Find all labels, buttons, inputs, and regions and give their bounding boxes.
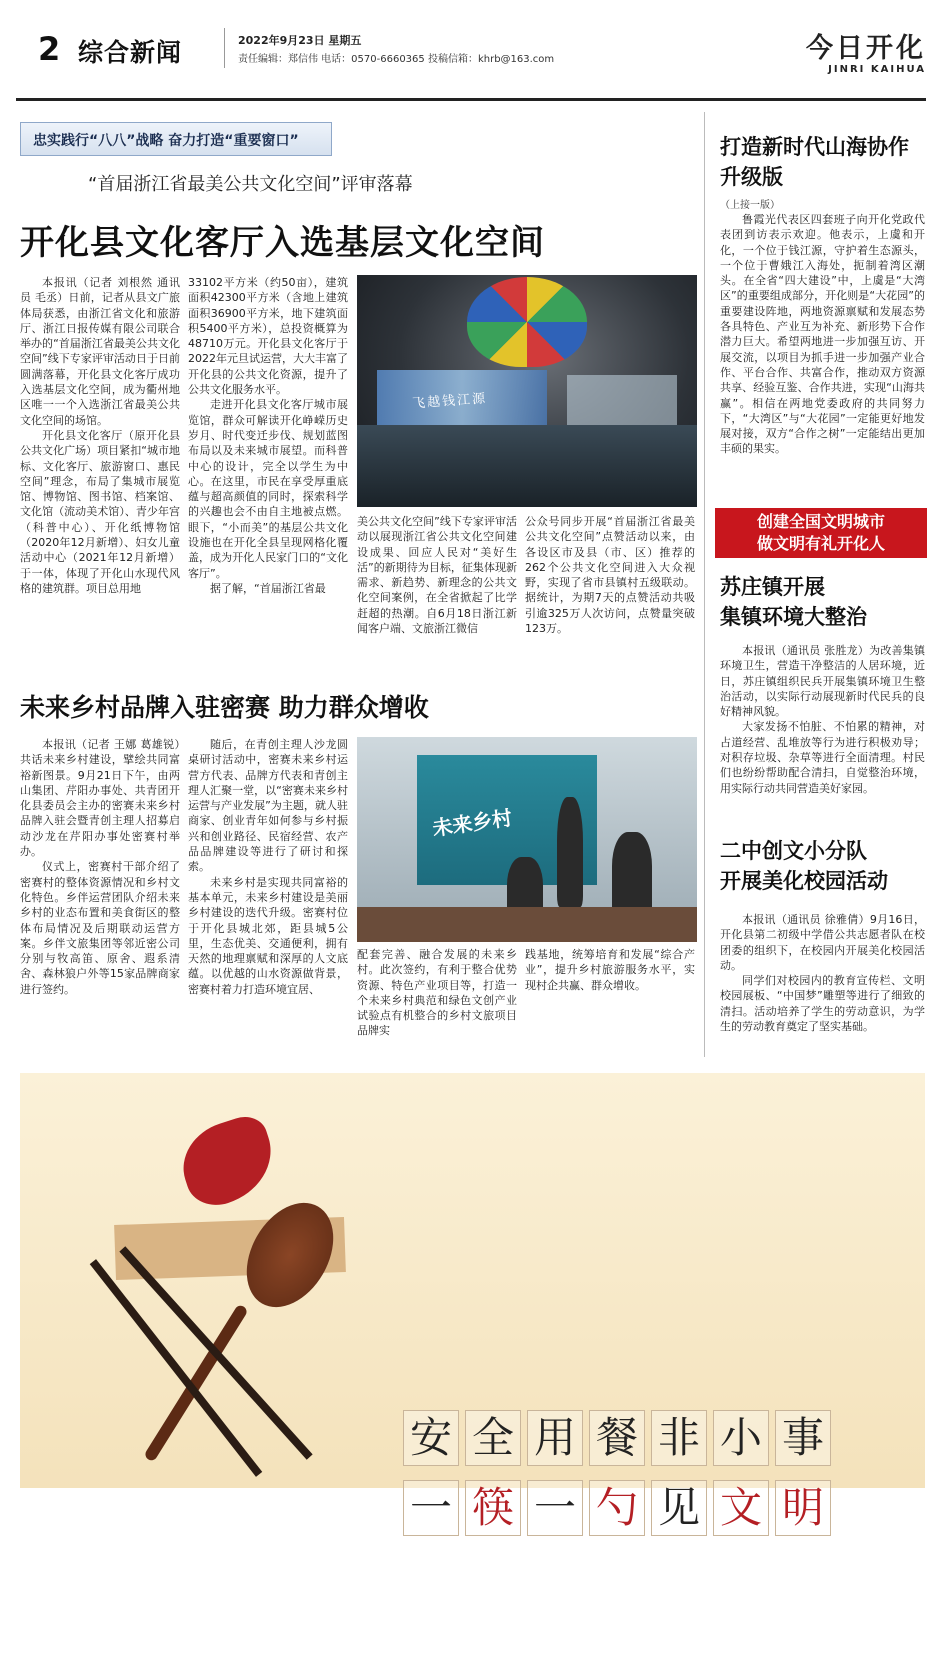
floor xyxy=(357,425,697,507)
paragraph: 随后，在青创主理人沙龙圆桌研讨活动中，密赛未来乡村运营方代表、品牌方代表和青创主理人汇聚一堂，以“密赛未来乡村运营与产业发展”为主题，就人驻商家、创业青年如何参与乡村振兴和创业路径、民宿经营、农产品品牌建设等进行了研讨和探索。 xyxy=(188,738,348,874)
page-number: 2 xyxy=(38,30,61,68)
paragraph: 鲁霞光代表区四套班子向开化党政代表团到访表示欢迎。他表示，上虞和开化，一个位于钱江源，守护着生态源头，一个位于曹娥江入海处，扼制着湾区潮头。在全省“四大建设”中，上虞是“大湾区”的重要组成部分，开化则是“大花园”的重要建设阵地，两地资源禀赋和发展态势各具特色、产业互为补充、新形势下合作潜力巨大。希望两地进一步加强互访、开展交流，以项目为抓手进一步加强产业合作、平台合作、共富合作，推动双方资源共享、经验互鉴、合作共进，实现“山海共赢”。相信在两地党委政府的共同努力下，“大湾区”与“大花园”一定能更好地发展对接，双方“合作之树”一定能结出更加丰硕的果实。 xyxy=(720,213,925,456)
speaker-figure xyxy=(557,797,583,907)
side-story3-body xyxy=(720,912,925,1042)
headline-line: 集镇环境大整治 xyxy=(720,605,867,629)
side-story2-body xyxy=(720,643,925,803)
paragraph: 33102平方米（约50亩），建筑面积42300平方米（含地上建筑面积36900平方米，地下建筑面积5400平方米），总投资概算为48710万元。开化县文化客厅于2022年元旦试运营，大大丰富了开化县的公共文化资源，提升了公共文化服务水平。 xyxy=(188,276,348,397)
editor-contact-line: 责任编辑：郑信伟 电话：0570-6660365 投稿信箱：khrb@163.com xyxy=(238,54,555,65)
paragraph: 本报讯（记者 王娜 葛雄锐）共话未来乡村建设，擘绘共同富裕新图景。9月21日下午，由两山集团、芹阳办事处、共青团开化县委员会主办的密赛未来乡村品牌入驻会暨青创主理人招募启动沙龙在芹阳办事处密赛村举办。 xyxy=(20,738,180,859)
paragraph: 配套完善、融合发展的未来乡村。此次签约，有利于整合优势资源、特色产业项目等，打造一个未来乡村典范和绿色文创产业试验点有机整合的乡村文旅项目品牌实 xyxy=(357,948,517,1038)
civilization-banner xyxy=(715,508,927,558)
ad-small-text-2: 培育健康生活理念，养成文明好习惯。 xyxy=(561,1651,749,1664)
section-title: 综合新闻 xyxy=(78,38,183,67)
ad-slogan-char: 小 xyxy=(713,1410,769,1466)
second-column-2 xyxy=(188,737,348,1042)
campaign-tag-text: 忠实践行“八八”战略 奋力打造“重要窗口” xyxy=(33,133,299,149)
second-headline: 未来乡村品牌入驻密赛 助力群众增收 xyxy=(20,693,429,722)
ad-small-text-1: 酒店餐厅、机关食堂、活动聚餐、家庭用餐请用公筷公勺。 xyxy=(512,1631,798,1644)
ad-slogan-line-1 xyxy=(403,1410,831,1466)
lead-column-2 xyxy=(188,275,348,670)
continued-from-note: （上接一版） xyxy=(720,200,780,211)
paragraph: 大家发扬不怕脏、不怕累的精神，对占道经营、乱堆放等行为进行积极劝导；对积存垃圾、杂草等进行全面清理。村民们也纷纷帮助配合清扫，自觉整治环境，用实际行动共同营造美好家园。 xyxy=(720,720,925,795)
second-column-1 xyxy=(20,737,180,1042)
ad-slogan-char: 全 xyxy=(465,1410,521,1466)
ad-slogan-line-2 xyxy=(403,1480,831,1536)
headline-line: 苏庄镇开展 xyxy=(720,575,825,599)
lead-kicker: “首届浙江省最美公共文化空间”评审落幕 xyxy=(88,174,413,195)
headline-line: 二中创文小分队 xyxy=(720,839,867,863)
ad-slogan-char: 餐 xyxy=(589,1410,645,1466)
ad-slogan-char: 安 xyxy=(403,1410,459,1466)
ad-slogan-char: 一 xyxy=(527,1480,583,1536)
hot-air-balloon-ceiling xyxy=(467,277,587,367)
masthead xyxy=(16,24,926,74)
lead-column-4 xyxy=(525,514,695,664)
red-brush-mark xyxy=(172,1111,284,1214)
ad-slogan-char: 事 xyxy=(775,1410,831,1466)
ad-slogan-char: 明 xyxy=(775,1480,831,1536)
paragraph: 本报讯（通讯员 徐雅倩）9月16日，开化县第二初级中学借公共志愿者队在校团委的组织下，在校园内开展美化校园活动。 xyxy=(720,913,925,972)
paragraph: 开化县文化客厅（原开化县公共文化广场）项目紧扣“城市地标、文化客厅、旅游窗口、惠民空间”理念，布局了集城市展览馆、博物馆、图书馆、档案馆、文化馆（流动美术馆）、青少年宫（科普中心）、开化纸博物馆（2020年12月新增）、妇女儿童活动中心（2021年12月新增）于一体，体现了开化山水现代风格的建筑群。项目总用地 xyxy=(20,428,180,595)
ad-slogan-char: 勺 xyxy=(589,1480,645,1536)
newspaper-logo-en: JINRI KAIHUA xyxy=(828,64,926,75)
newspaper-logo: 今日开化 xyxy=(806,33,926,64)
column-divider xyxy=(704,112,705,1057)
masthead-rule xyxy=(16,98,926,101)
ad-slogan-char: 见 xyxy=(651,1480,707,1536)
side-story1-body xyxy=(720,212,925,474)
paragraph: 未来乡村是实现共同富裕的基本单元，未来乡村建设是美丽乡村建设的迭代升级。密赛村位于开化县城北郊，距县城5公里，生态优美、交通便利，拥有天然的地理禀赋和深厚的人文底蕴。以优越的山水资源做背景，密赛村着力打造环境宜居、 xyxy=(188,875,348,996)
paragraph: 本报讯（通讯员 张胜龙）为改善集镇环境卫生，营造干净整洁的人居环境，近日，苏庄镇组织民兵开展集镇环境卫生整治活动，以实际行动展现新时代民兵的良好精神风貌。 xyxy=(720,644,925,719)
paragraph: 公众号同步开展“首届浙江省最美公共文化空间”点赞活动以来，由各设区市及县（市、区）推荐的262个公共文化空间进入大众视野，实现了省市县镇村五级联动。据统计，为期7天的点赞活动共吸引逾325万人次访问，点赞量突破123万。 xyxy=(525,515,695,636)
lead-column-1 xyxy=(20,275,180,670)
table xyxy=(357,907,697,942)
paragraph: 本报讯（记者 刘根然 通讯员 毛丞）日前，记者从县文广旅体局获悉，由浙江省文化和旅游厅、浙江日报传媒有限公司联合举办的“首届浙江省最美公共文化空间”线下专家评审活动日于日前圆满落幕，开化县文化客厅成功入选基层文化空间，成为衢州地区唯一一个入选浙江省最美公共文化空间的场馆。 xyxy=(20,276,180,427)
ad-slogan-char: 筷 xyxy=(465,1480,521,1536)
signing-event-photo xyxy=(357,737,697,942)
second-column-3 xyxy=(357,947,517,1042)
issue-date: 2022年9月23日 星期五 xyxy=(238,34,362,47)
banner-line-2: 做文明有礼开化人 xyxy=(756,534,885,553)
side-story3-headline xyxy=(720,836,925,896)
ad-slogan-char: 非 xyxy=(651,1410,707,1466)
chopstick-icon xyxy=(90,1259,263,1477)
public-chopsticks-ad xyxy=(20,1073,925,1664)
side-story1-headline: 打造新时代山海协作升级版 xyxy=(720,135,909,189)
paragraph: 美公共文化空间”线下专家评审活动以展现浙江省公共文化空间建设成果、回应人民对“美好生活”的新期待为目标，征集体现新需求、新趋势、新理念的公共文化空间案例，在全省掀起了比学赶超的热潮。自6月18日浙江新闻客户端、文旅浙江微信 xyxy=(357,515,517,636)
audience-figure xyxy=(612,832,652,917)
paragraph: 走进开化县文化客厅城市展览馆，群众可解读开化峥嵘历史岁月、时代变迁步伐、规划蓝图布局以及未来城市展望。而科普中心的设计，完全以学生为中心。在这里，市民在享受厚重底蕴与超高颜值的同时，探索科学的兴趣也会不由自主地被点燃。眼下，“小而美”的基层公共文化设施也在开化全县呈现网格化覆盖，成为开化人民家门口的“文化客厅”。 xyxy=(188,398,348,580)
ad-slogan-char: 文 xyxy=(713,1480,769,1536)
lead-column-3 xyxy=(357,514,517,664)
banner-line-1: 创建全国文明城市 xyxy=(756,512,885,531)
exhibition-hall-photo xyxy=(357,275,697,507)
headline-line: 开展美化校园活动 xyxy=(720,869,888,893)
campaign-tag xyxy=(20,122,332,156)
ad-slogan-char: 一 xyxy=(403,1480,459,1536)
paragraph: 据了解，“首届浙江省最 xyxy=(210,581,326,595)
side-story2-headline xyxy=(720,572,925,632)
backdrop-text: 未来乡村 xyxy=(430,805,514,841)
paragraph: 仪式上，密赛村干部介绍了密赛村的整体资源情况和乡村文化特色。乡伴运营团队介绍未来乡村的业态布置和美食街区的整体布局情况及后期联动运营方案。乡伴文旅集团等邻近密公司分别与牧高笛、原舍、遐系清舍、森林狼户外等15家品牌商家进行签约。 xyxy=(20,860,180,996)
lead-headline: 开化县文化客厅入选基层文化空间 xyxy=(20,223,545,263)
second-column-4 xyxy=(525,947,695,1042)
paragraph: 践基地，统筹培育和发展“综合产业”，提升乡村旅游服务水平，实现村企共赢、群众增收。 xyxy=(525,948,695,992)
masthead-divider xyxy=(224,28,225,68)
ad-slogan-char: 用 xyxy=(527,1410,583,1466)
photo-screen-text: 飞越钱江源 xyxy=(411,391,488,412)
paragraph: 同学们对校园内的教育宣传栏、文明校园展板、“中国梦”雕塑等进行了细致的清扫。活动培养了学生的劳动意识，为学生的劳动教育奠定了坚实基础。 xyxy=(720,974,925,1034)
